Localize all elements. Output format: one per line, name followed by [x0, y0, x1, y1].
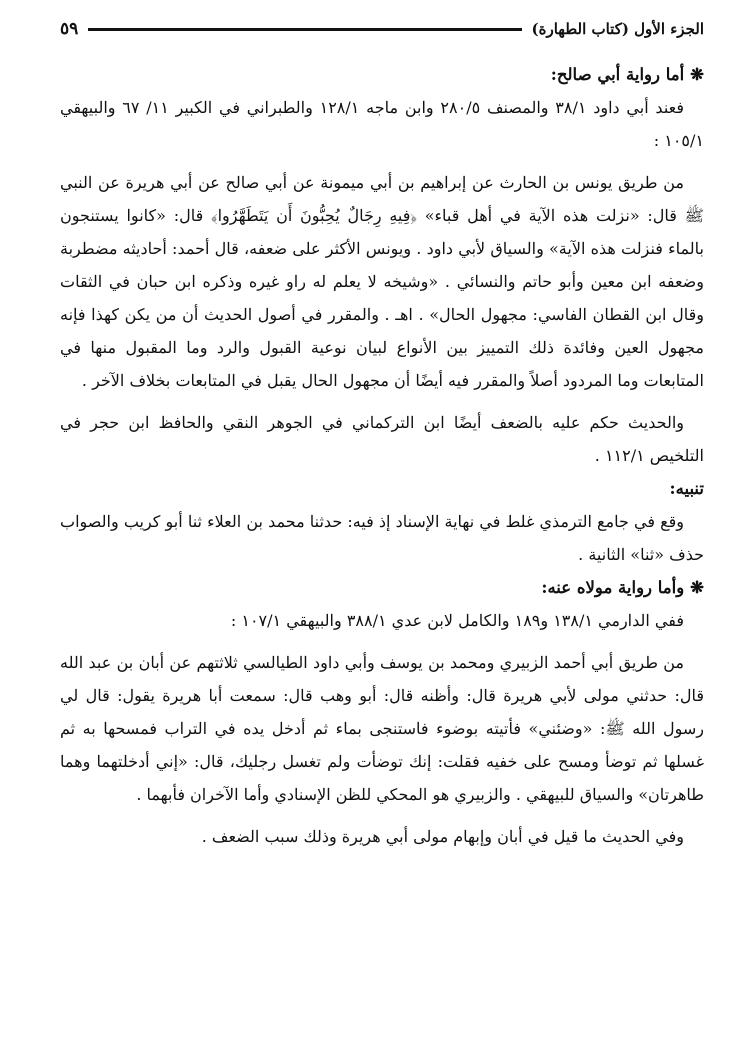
- section-heading-note: تنبيه:: [669, 479, 704, 498]
- paragraph-conclusion: وفي الحديث ما قيل في أبان وإبهام مولى أبي هريرة وذلك سبب الضعف .: [201, 827, 684, 846]
- running-header: [60, 14, 704, 44]
- header-rule: [88, 28, 521, 31]
- star-bullet-icon: ❋: [690, 578, 704, 597]
- paragraph-sources-2: ففي الدارمي ١٣٨/١ و١٨٩ والكامل لابن عدي ٣٨٨/١ والبيهقي ١٠٧/١ :: [230, 611, 684, 630]
- page-body: [60, 58, 704, 853]
- page-number: ٥٩: [60, 19, 79, 39]
- paragraph-ruling: والحديث حكم عليه بالضعف أيضًا ابن التركماني في الجوهر النقي والحافظ ابن حجر في التلخيص ١١٢/١ .: [60, 413, 704, 465]
- paragraph-sources-1: فعند أبي داود ٣٨/١ والمصنف ٢٨٠/٥ وابن ماجه ١٢٨/١ والطبراني في الكبير ١١/ ٦٧ والبيهقي ١٠٥/١ :: [60, 98, 704, 150]
- section-heading-mawla: ❋وأما رواية مولاه عنه:: [541, 578, 704, 597]
- running-header-title: الجزء الأول (كتاب الطهارة): [531, 20, 704, 38]
- paragraph-isnad-2: من طريق أبي أحمد الزبيري ومحمد بن يوسف وأبي داود الطيالسي ثلاثتهم عن أبان بن عبد الله قال: حدثني مولى لأبي هريرة قال: وأظنه قال: أبو وهب قال: سمعت أبا هريرة يقول: قال لي رسول الله ﷺ: «وضئني» فأتيته بوضوء فاستنجى بماء ثم أدخل يده في التراب فمسحها به ثم غسلها ثم توضأ ومسح على خفيه فقلت: إنك توضأت ولم تغسل رجليك، قال: «إني أدخلتهما وهما طاهرتان» والسياق للبيهقي . والزبيري هو المحكي للظن الإسنادي وأما الآخران فأبهما .: [60, 653, 705, 804]
- section-heading-abi-salih: ❋أما رواية أبي صالح:: [550, 65, 704, 84]
- star-bullet-icon: ❋: [690, 65, 704, 84]
- paragraph-note: وقع في جامع الترمذي غلط في نهاية الإسناد إذ فيه: حدثنا محمد بن العلاء ثنا أبو كريب والصواب حذف «ثنا» الثانية .: [60, 512, 704, 564]
- paragraph-isnad-1: من طريق يونس بن الحارث عن إبراهيم بن أبي ميمونة عن أبي صالح عن أبي هريرة عن النبي ﷺ قال: «نزلت هذه الآية في أهل قباء» ﴿فِيهِ رِجَالٌ يُحِبُّونَ أَن يَتَطَهَّرُوا﴾ قال: «كانوا يستنجون بالماء فنزلت هذه الآية» والسياق لأبي داود . ويونس الأكثر على ضعفه، قال أحمد: أحاديثه مضطربة وضعفه ابن معين وأبو حاتم والنسائي . «وشيخه لا يعلم له راو غيره وذكره ابن حبان في الثقات وقال ابن القطان الفاسي: مجهول الحال» . اهـ . والمقرر في أصول الحديث أن من يكن كهذا فإنه مجهول العين وفائدة ذلك التمييز بين الأنواع لبيان نوعية القبول والرد وما المقبول منها في المتابعات وما المردود أصلاً والمقرر فيه أيضًا أن مجهول الحال يقبل في المتابعات بخلاف الآخر .: [60, 173, 704, 390]
